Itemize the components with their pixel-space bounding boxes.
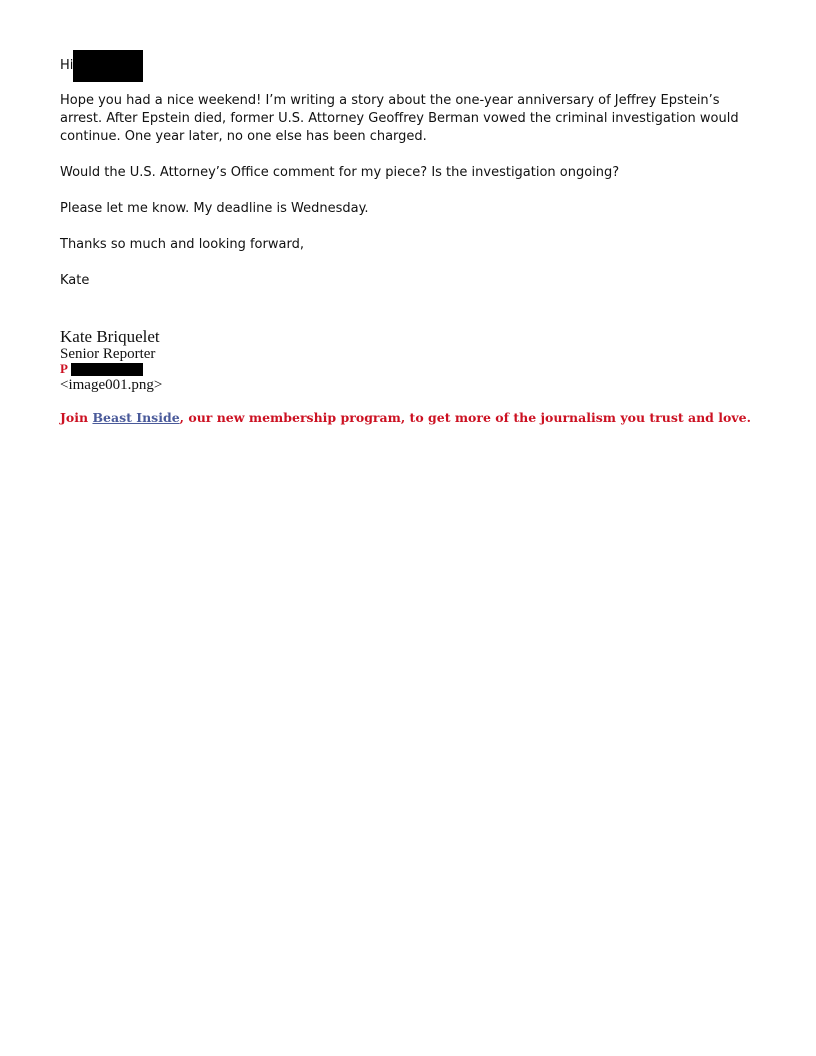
redacted-recipient-name (73, 50, 143, 82)
signature-title: Senior Reporter (60, 346, 156, 362)
greeting-line (60, 50, 143, 82)
promo-line (60, 410, 751, 426)
signature-name: Kate Briquelet (60, 327, 160, 346)
signature-image-placeholder: <image001.png> (60, 377, 163, 393)
signature-phone (60, 362, 143, 376)
redacted-phone-number (71, 363, 143, 376)
paragraph-thanks: Thanks so much and looking forward, (60, 237, 304, 252)
signature-phone-label: P (60, 361, 68, 376)
paragraph-request-comment: Would the U.S. Attorney’s Office comment for my piece? Is the investigation ongoing? (60, 165, 620, 180)
paragraph-deadline: Please let me know. My deadline is Wednesday. (60, 201, 369, 216)
paragraph-story-intro: Hope you had a nice weekend! I’m writing a story about the one-year anniversary of Jeffrey Epstein’s arrest. After Epstein died, former U.S. Attorney Geoffrey Berman vowed the criminal investigation would continue. One year later, no one else has been charged. (60, 93, 739, 144)
beast-inside-link[interactable]: Beast Inside (92, 410, 180, 425)
promo-prefix: Join (60, 410, 93, 425)
paragraph-sign-off: Kate (60, 273, 90, 288)
greeting-word: Hi (60, 58, 74, 73)
promo-suffix: , our new membership program, to get more of the journalism you trust and love. (179, 410, 751, 425)
